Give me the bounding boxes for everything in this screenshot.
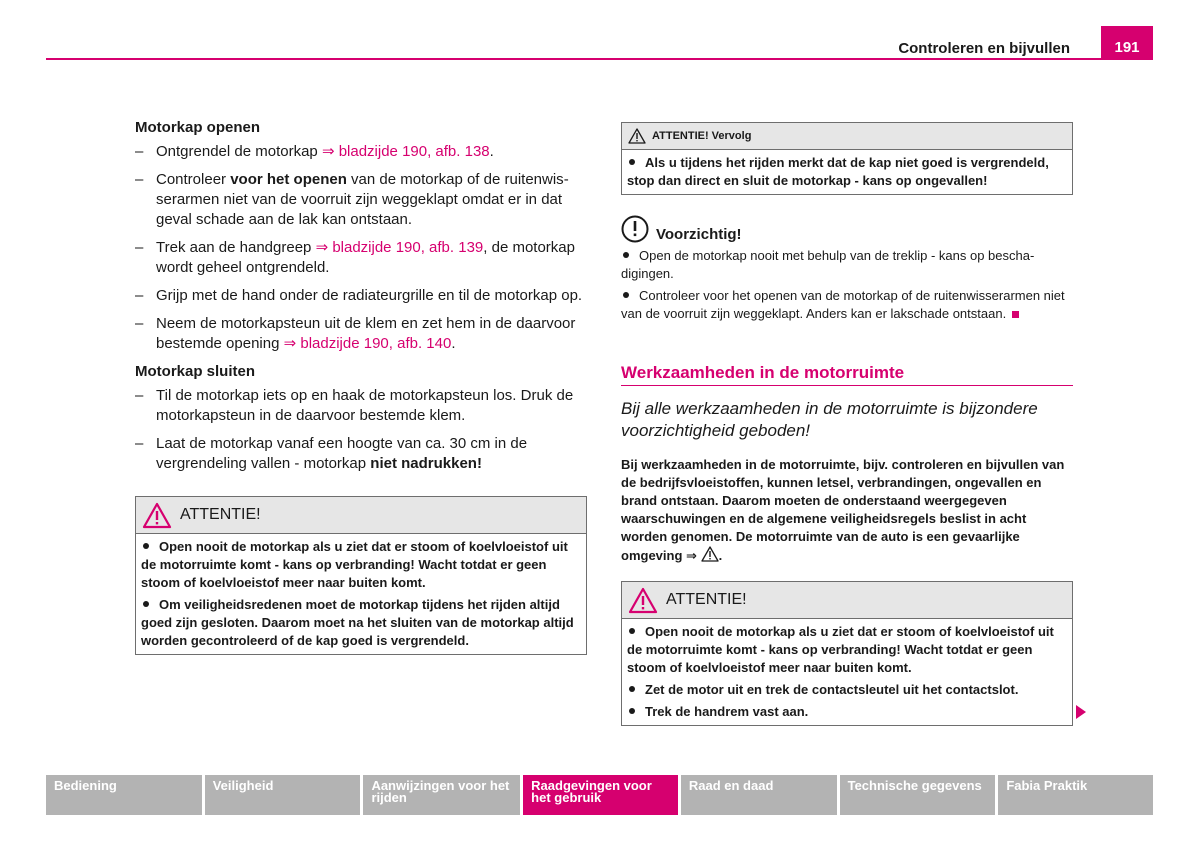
warning-bullet — [141, 538, 581, 592]
caution-text: Open de motorkap nooit met behulp van de treklip - kans op beschadigingen. — [621, 248, 1035, 281]
continued-warning-body — [622, 150, 1072, 194]
header-rule — [46, 58, 1153, 60]
warning-bullet — [627, 703, 1067, 721]
step-text: . — [451, 335, 456, 352]
step-item — [135, 434, 587, 474]
right-warning-box — [621, 581, 1073, 726]
right-column — [621, 122, 1073, 726]
step-item — [135, 238, 587, 278]
footer-tab[interactable]: Raad en daad — [681, 775, 837, 815]
page-header-title: Controleren en bijvullen — [898, 40, 1070, 57]
dash-marker: – — [135, 143, 144, 160]
ref-arrow: ⇒ — [321, 143, 339, 160]
next-page-arrow-icon[interactable] — [1076, 705, 1086, 719]
warning-text: Om veiligheidsredenen moet de motorkap tijdens het rijden altijd goed zijn gesloten. Daarom moet na het sluiten van de motorkap altijd worden gecontroleerd of de kap goed is vergrendeld. — [141, 597, 574, 648]
left-warning-header — [136, 497, 586, 534]
step-emphasis: niet nadrukken! — [370, 455, 482, 472]
continued-warning-box — [621, 122, 1073, 195]
continued-warning-bullet — [627, 154, 1067, 190]
step-text: Neem de motorkapsteun uit de klem en zet hem in de daarvoor bestemde opening — [156, 315, 576, 352]
left-warning-title: ATTENTIE! — [180, 506, 261, 523]
left-warning-body — [136, 534, 586, 654]
ref-arrow: ⇒ — [283, 335, 301, 352]
footer-tab[interactable]: Raadgevingen voor het gebruik — [523, 775, 678, 815]
bullet-dot — [629, 159, 635, 165]
right-warning-title: ATTENTIE! — [666, 591, 747, 608]
open-heading: Motorkap openen — [135, 119, 261, 136]
step-text: Laat de motorkap vanaf een hoogte van ca. 30 cm in de vergrendeling vallen - motorkap — [156, 435, 528, 472]
step-text: . — [489, 143, 494, 160]
bullet-dot — [629, 686, 635, 692]
step-text: , de motorkap wordt geheel ontgrendeld. — [156, 239, 575, 276]
bullet-dot — [623, 292, 629, 298]
footer-tab[interactable]: Technische gegevens — [840, 775, 996, 815]
step-item — [135, 142, 587, 162]
bullet-dot — [629, 628, 635, 634]
right-warning-header — [622, 582, 1072, 619]
right-warning-body — [622, 619, 1072, 725]
bullet-dot — [629, 708, 635, 714]
footer-tab[interactable]: Bediening — [46, 775, 202, 815]
step-text: van de motorkap of de ruitenwisserarmen niet van de voorruit zijn weggeklapt omdat er in dat geval schade aan de lak kan ontstaan. — [156, 171, 569, 228]
dash-marker: – — [135, 171, 144, 188]
step-text: Grijp met de hand onder de radiateurgrille en til de motorkap op. — [156, 287, 583, 304]
step-text: Controleer — [156, 171, 231, 188]
caution-body — [621, 247, 1073, 323]
step-text: Til de motorkap iets op en haak de motorkapsteun los. Druk de motorkapsteun in de daarvoor bestemde klem. — [156, 387, 574, 424]
warning-text: Trek de handrem vast aan. — [645, 704, 809, 719]
dash-marker: – — [135, 387, 144, 404]
ref-arrow: ⇒ — [315, 239, 333, 256]
page-reference-link[interactable]: bladzijde 190, afb. 139 — [332, 239, 484, 256]
left-column — [135, 118, 587, 655]
warning-triangle-icon — [628, 128, 646, 144]
step-item — [135, 314, 587, 354]
step-emphasis: voor het openen — [230, 171, 347, 188]
continued-warning-text: Als u tijdens het rijden merkt dat de kap niet goed is vergrendeld, stop dan direct en sluit de motorkap - kans op ongevallen! — [627, 155, 1049, 188]
warning-triangle-icon — [701, 546, 719, 562]
left-warning-box — [135, 496, 587, 655]
warning-text: Open nooit de motorkap als u ziet dat er stoom of koelvloeistof uit de motorruimte komt - kans op verbranding! Wacht totdat er geen stoom of koelvloeistof meer naar buiten komt. — [141, 539, 568, 590]
caution-header — [621, 215, 1073, 243]
warning-text: Open nooit de motorkap als u ziet dat er stoom of koelvloeistof uit de motorruimte komt - kans op verbranding! Wacht totdat er geen stoom of koelvloeistof meer naar buiten komt. — [627, 624, 1054, 675]
dash-marker: – — [135, 239, 144, 256]
step-item — [135, 386, 587, 426]
page-reference-link[interactable]: bladzijde 190, afb. 140 — [300, 335, 452, 352]
footer-tab[interactable]: Veiligheid — [205, 775, 361, 815]
ref-arrow: ⇒ — [686, 548, 697, 563]
page-number: 191 — [1101, 26, 1153, 60]
dash-marker: – — [135, 435, 144, 452]
caution-title: Voorzichtig! — [656, 225, 742, 243]
step-text: Trek aan de handgreep — [156, 239, 316, 256]
section-body-end: . — [718, 548, 723, 563]
footer-tab[interactable]: Aanwijzingen voor het rijden — [363, 775, 520, 815]
end-marker-icon — [1012, 311, 1019, 318]
bullet-dot — [143, 543, 149, 549]
bullet-dot — [143, 601, 149, 607]
footer-tab[interactable]: Fabia Praktik — [998, 775, 1153, 815]
step-item — [135, 286, 587, 306]
section-title: Werkzaamheden in de motorruimte — [621, 363, 1073, 386]
caution-bullet — [621, 247, 1073, 283]
footer-nav — [46, 775, 1153, 815]
warning-bullet — [141, 596, 581, 650]
warning-bullet — [627, 681, 1067, 699]
continued-warning-header — [622, 123, 1072, 150]
warning-triangle-icon — [142, 502, 172, 529]
caution-exclamation-icon — [621, 215, 649, 243]
continued-warning-title: ATTENTIE! Vervolg — [652, 130, 752, 142]
dash-marker: – — [135, 287, 144, 304]
step-item — [135, 170, 587, 230]
close-heading: Motorkap sluiten — [135, 363, 256, 380]
open-steps-list — [135, 142, 587, 354]
caution-bullet — [621, 287, 1073, 323]
dash-marker: – — [135, 315, 144, 332]
page-reference-link[interactable]: bladzijde 190, afb. 138 — [338, 143, 490, 160]
step-text: Ontgrendel de motorkap — [156, 143, 322, 160]
warning-bullet — [627, 623, 1067, 677]
warning-triangle-icon — [628, 587, 658, 614]
warning-text: Zet de motor uit en trek de contactsleutel uit het contactslot. — [645, 682, 1019, 697]
caution-text: Controleer voor het openen van de motorkap of de ruitenwisserarmen niet van de voorruit zijn weggeklapt. Anders kan er lakschade ontstaan. — [621, 288, 1065, 321]
section-intro: Bij alle werkzaamheden in de motorruimte is bijzondere voorzichtigheid geboden! — [621, 399, 1038, 440]
section-body-text: Bij werkzaamheden in de motorruimte, bijv. controleren en bijvullen van de bedrijfsvloeistoffen, kunnen letsel, verbrandingen, ongevallen en brand ontstaan. Daarom moeten de onderstaand weergegeven waarschuwingen en de algemene veiligheidsregels beslist in acht worden genomen. De motorruimte van de auto is een gevaarlijke omgeving — [621, 457, 1065, 563]
bullet-dot — [623, 252, 629, 258]
section-body — [621, 456, 1073, 565]
close-steps-list — [135, 386, 587, 474]
